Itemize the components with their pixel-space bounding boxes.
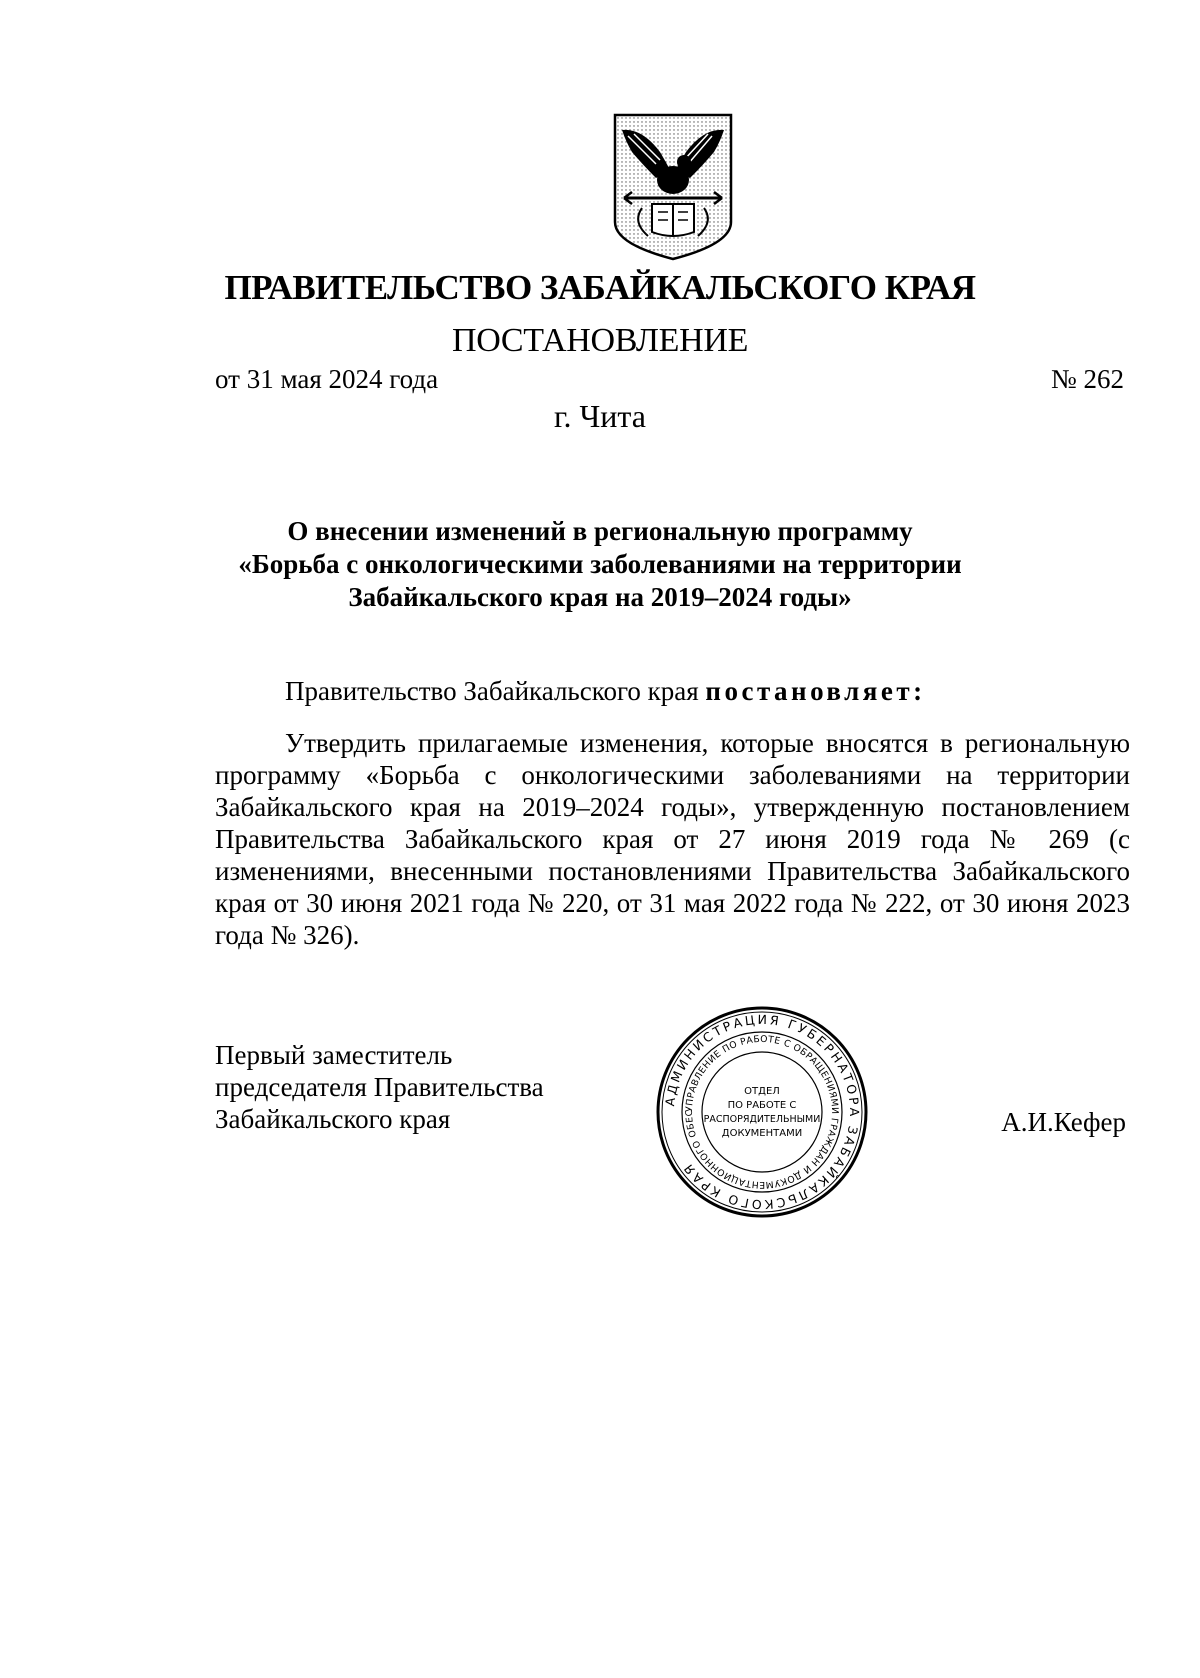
title-line: «Борьба с онкологическими заболеваниями на территории [238, 549, 962, 579]
signatory-title-line: Забайкальского края [215, 1104, 451, 1134]
document-title [0, 515, 1200, 614]
decree-word: постановляет: [705, 676, 926, 706]
stamp-center-line: РАСПОРЯДИТЕЛЬНЫМИ [703, 1114, 821, 1125]
stamp-center-line: ДОКУМЕНТАМИ [721, 1128, 803, 1139]
document-type: ПОСТАНОВЛЕНИЕ [451, 322, 749, 359]
document-number: № 262 [1050, 364, 1124, 394]
stamp-inner-text: УПРАВЛЕНИЕ ПО РАБОТЕ С ОБРАЩЕНИЯМИ ГРАЖДАН И ДОКУМЕНТАЦИОННОГО ОБЕС [683, 1033, 841, 1191]
decree-intro [285, 676, 926, 707]
document-date: от 31 мая 2024 года [215, 364, 439, 394]
stamp-outer-text: АДМИНИСТРАЦИЯ ГУБЕРНАТОРА ЗАБАЙКАЛЬСКОГО КРАЯ [662, 1011, 863, 1213]
decree-body: Утвердить прилагаемые изменения, которые вносятся в региональную программу «Борьба с онкологическими заболеваниями на территории Забайкальского края на 2019–2024 годы», утвержденную постановлением Правительства Забайкальского края от 27 июня 2019 года № 269 (с изменениями, внесенными постановлениями Правительства Забайкальского края от 30 июня 2021 года № 220, от 31 мая 2022 года № 222, от 30 июня 2023 года № 326). [215, 728, 1130, 950]
government-name: ПРАВИТЕЛЬСТВО ЗАБАЙКАЛЬСКОГО КРАЯ [224, 268, 976, 307]
signatory-title-line: Первый заместитель [215, 1040, 453, 1070]
coat-of-arms-icon [612, 112, 734, 262]
signatory-title-line: председателя Правительства [215, 1072, 544, 1102]
title-line: О внесении изменений в региональную программу [287, 516, 913, 546]
stamp-center-line: ОТДЕЛ [744, 1086, 780, 1097]
signatory-title [215, 1039, 544, 1135]
official-stamp [652, 1002, 872, 1222]
document-city: г. Чита [553, 398, 646, 434]
stamp-center-line: ПО РАБОТЕ С [727, 1100, 797, 1111]
title-line: Забайкальского края на 2019–2024 годы» [348, 582, 852, 612]
intro-text: Правительство Забайкальского края [285, 676, 706, 706]
signatory-name: А.И.Кефер [1001, 1107, 1126, 1137]
